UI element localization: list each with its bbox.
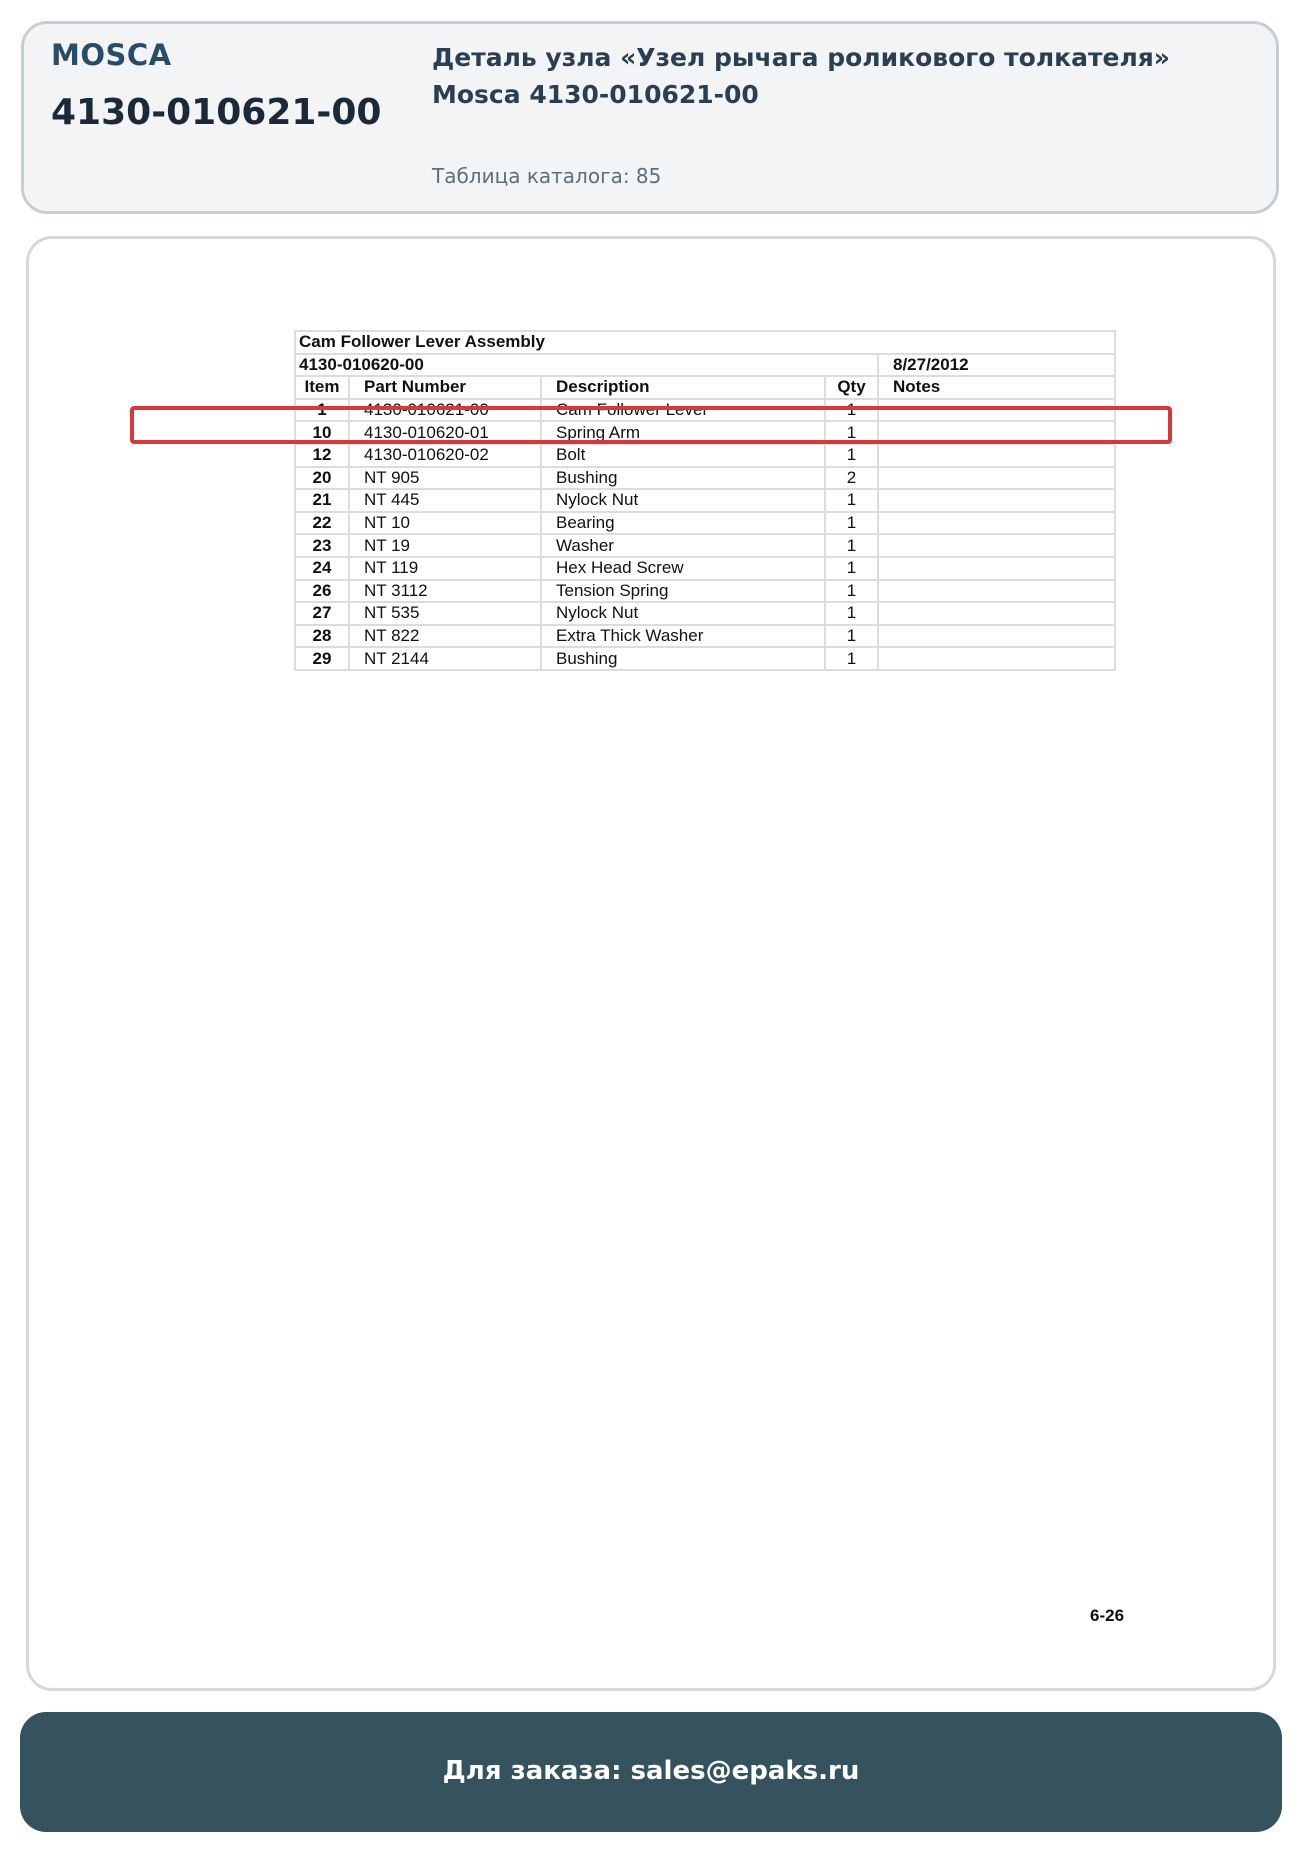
notes-cell xyxy=(878,489,1115,512)
item-cell: 23 xyxy=(295,534,349,557)
qty-cell: 1 xyxy=(825,489,878,512)
column-header-qty: Qty xyxy=(825,376,878,399)
description-cell: Hex Head Screw xyxy=(541,557,825,580)
column-header-description: Description xyxy=(541,376,825,399)
description-cell: Nylock Nut xyxy=(541,489,825,512)
item-cell: 28 xyxy=(295,625,349,648)
qty-cell: 1 xyxy=(825,512,878,535)
part-number-cell: NT 2144 xyxy=(349,647,541,670)
item-cell: 22 xyxy=(295,512,349,535)
parts-table xyxy=(294,330,1116,671)
part-number-cell: NT 10 xyxy=(349,512,541,535)
item-cell: 24 xyxy=(295,557,349,580)
description-cell: Cam Follower Lever xyxy=(541,399,825,422)
brand-name: MOSCA xyxy=(51,38,172,72)
item-cell: 1 xyxy=(295,399,349,422)
part-number-cell: 4130-010620-01 xyxy=(349,421,541,444)
item-cell: 10 xyxy=(295,421,349,444)
part-code: 4130-010621-00 xyxy=(51,92,382,133)
notes-cell xyxy=(878,580,1115,603)
page-subtitle: Mosca 4130-010621-00 xyxy=(432,80,759,109)
notes-cell xyxy=(878,647,1115,670)
item-cell: 20 xyxy=(295,467,349,490)
order-contact-text[interactable]: Для заказа: sales@epaks.ru xyxy=(442,1756,860,1786)
qty-cell: 2 xyxy=(825,467,878,490)
qty-cell: 1 xyxy=(825,421,878,444)
assembly-number: 4130-010620-00 xyxy=(295,354,878,377)
table-row[interactable] xyxy=(295,467,1115,490)
qty-cell: 1 xyxy=(825,625,878,648)
page-number: 6-26 xyxy=(1090,1606,1125,1625)
table-row[interactable] xyxy=(295,512,1115,535)
qty-cell: 1 xyxy=(825,580,878,603)
table-row[interactable] xyxy=(295,602,1115,625)
qty-cell: 1 xyxy=(825,534,878,557)
table-row[interactable] xyxy=(295,580,1115,603)
part-number-cell: NT 119 xyxy=(349,557,541,580)
table-row[interactable] xyxy=(295,625,1115,648)
column-header-part-number: Part Number xyxy=(349,376,541,399)
part-number-cell: NT 3112 xyxy=(349,580,541,603)
qty-cell: 1 xyxy=(825,557,878,580)
item-cell: 29 xyxy=(295,647,349,670)
part-number-cell: NT 905 xyxy=(349,467,541,490)
notes-cell xyxy=(878,534,1115,557)
assembly-row xyxy=(295,354,1115,377)
part-number-cell: NT 535 xyxy=(349,602,541,625)
notes-cell xyxy=(878,444,1115,467)
notes-cell xyxy=(878,602,1115,625)
description-cell: Bushing xyxy=(541,467,825,490)
qty-cell: 1 xyxy=(825,399,878,422)
qty-cell: 1 xyxy=(825,647,878,670)
catalog-table-label: Таблица каталога: 85 xyxy=(432,164,662,188)
table-row[interactable] xyxy=(295,489,1115,512)
table-row[interactable] xyxy=(295,557,1115,580)
notes-cell xyxy=(878,467,1115,490)
item-cell: 12 xyxy=(295,444,349,467)
table-row[interactable] xyxy=(295,647,1115,670)
notes-cell xyxy=(878,557,1115,580)
sheet-title: Cam Follower Lever Assembly xyxy=(295,331,1115,354)
part-number-cell: 4130-010621-00 xyxy=(349,399,541,422)
item-cell: 21 xyxy=(295,489,349,512)
notes-cell xyxy=(878,625,1115,648)
table-row[interactable] xyxy=(295,534,1115,557)
description-cell: Washer xyxy=(541,534,825,557)
highlighted-row-frame xyxy=(130,406,1172,444)
description-cell: Bushing xyxy=(541,647,825,670)
description-cell: Extra Thick Washer xyxy=(541,625,825,648)
column-header-item: Item xyxy=(295,376,349,399)
description-cell: Nylock Nut xyxy=(541,602,825,625)
column-header-notes: Notes xyxy=(878,376,1115,399)
qty-cell: 1 xyxy=(825,602,878,625)
description-cell: Bolt xyxy=(541,444,825,467)
item-cell: 26 xyxy=(295,580,349,603)
parts-sheet xyxy=(294,330,1114,671)
footer-bar xyxy=(20,1712,1282,1832)
description-cell: Tension Spring xyxy=(541,580,825,603)
part-number-cell: NT 19 xyxy=(349,534,541,557)
header-card xyxy=(21,21,1279,214)
page-title: Деталь узла «Узел рычага роликового толкателя» xyxy=(432,43,1170,72)
part-number-cell: 4130-010620-02 xyxy=(349,444,541,467)
qty-cell: 1 xyxy=(825,444,878,467)
table-row[interactable] xyxy=(295,444,1115,467)
item-cell: 27 xyxy=(295,602,349,625)
notes-cell xyxy=(878,512,1115,535)
sheet-title-row xyxy=(295,331,1115,354)
column-header-row xyxy=(295,376,1115,399)
description-cell: Bearing xyxy=(541,512,825,535)
part-number-cell: NT 445 xyxy=(349,489,541,512)
sheet-date: 8/27/2012 xyxy=(878,354,1115,377)
description-cell: Spring Arm xyxy=(541,421,825,444)
part-number-cell: NT 822 xyxy=(349,625,541,648)
